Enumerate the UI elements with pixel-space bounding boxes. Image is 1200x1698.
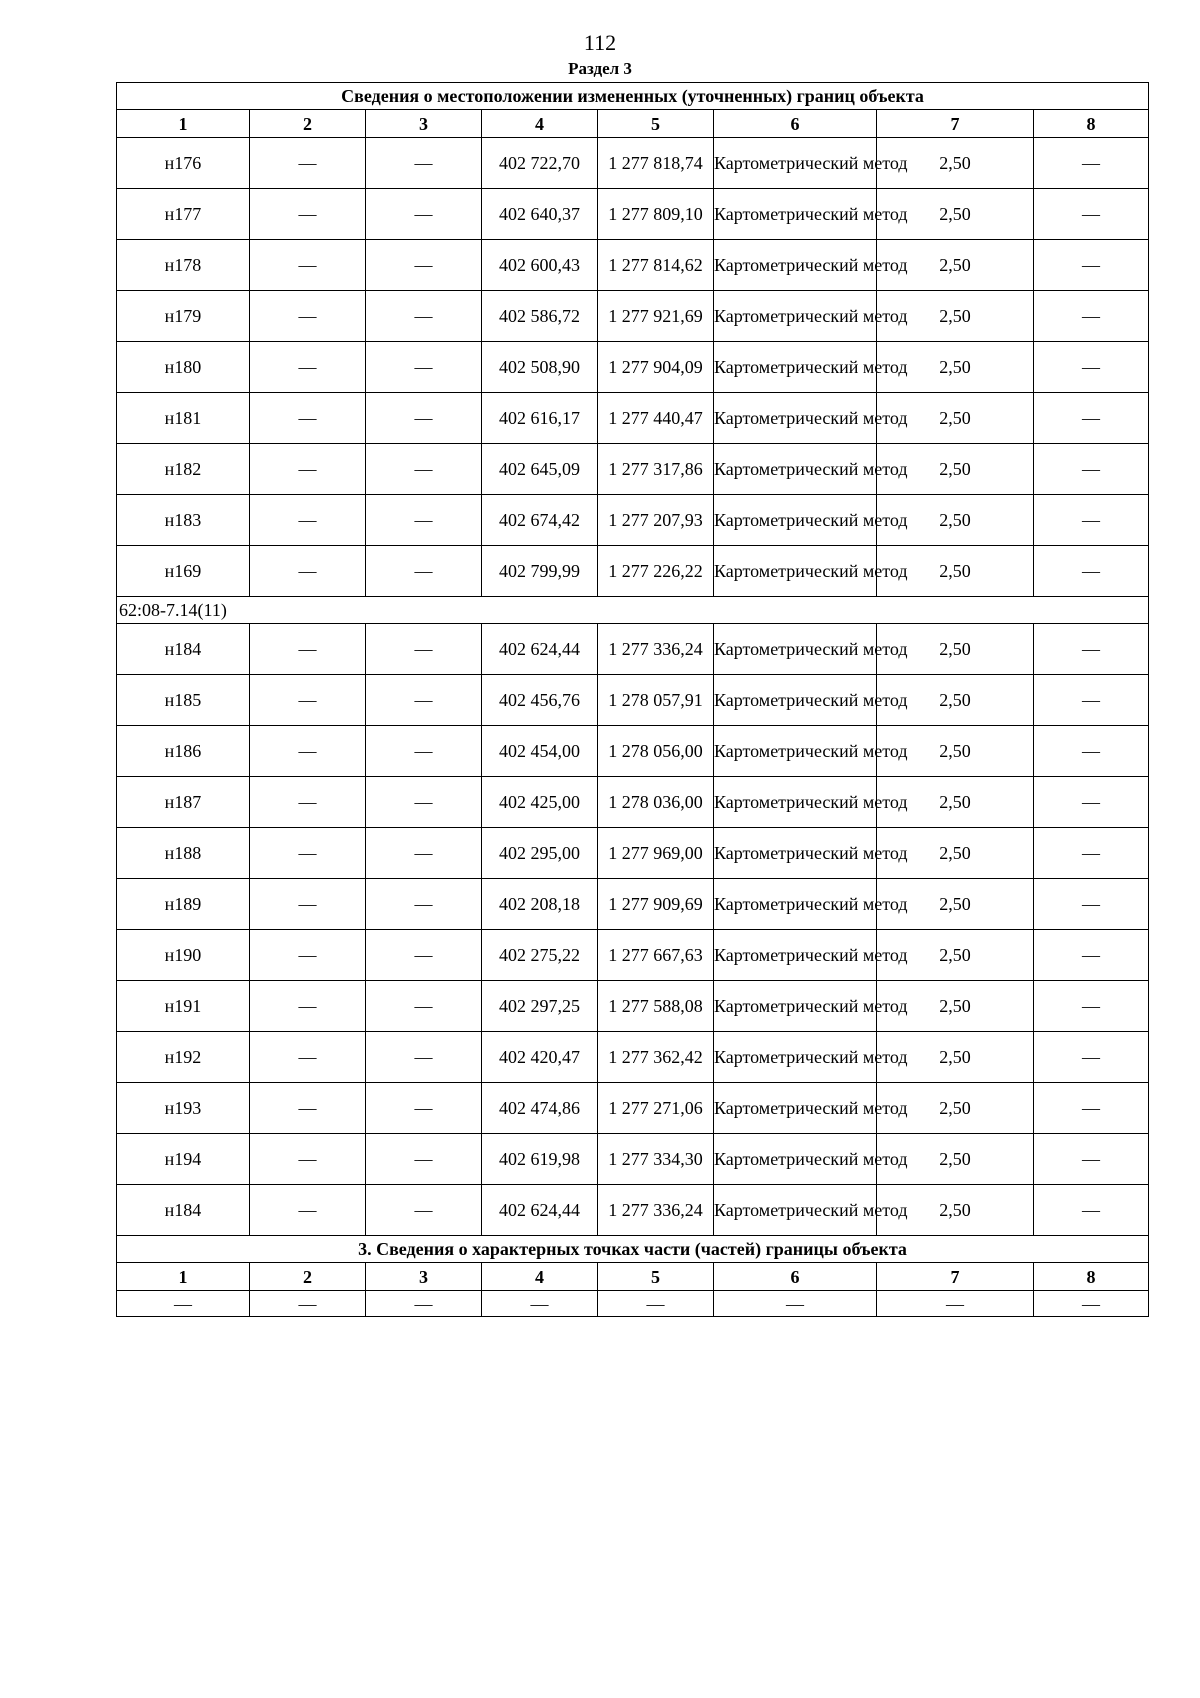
- y-coordinate-cell: 1 277 336,24: [598, 1185, 714, 1236]
- x-coordinate-cell: 402 624,44: [482, 1185, 598, 1236]
- column-number: 2: [250, 1263, 366, 1291]
- dash-cell: —: [366, 879, 482, 930]
- dash-cell: —: [250, 675, 366, 726]
- x-coordinate-cell: 402 420,47: [482, 1032, 598, 1083]
- dash-cell: —: [366, 828, 482, 879]
- x-coordinate-cell: 402 297,25: [482, 981, 598, 1032]
- dash-cell: —: [1034, 189, 1149, 240]
- table-caption-row: [117, 83, 1149, 110]
- accuracy-cell: 2,50: [877, 495, 1034, 546]
- x-coordinate-cell: 402 208,18: [482, 879, 598, 930]
- accuracy-cell: 2,50: [877, 624, 1034, 675]
- accuracy-cell: 2,50: [877, 138, 1034, 189]
- table-row: [117, 777, 1149, 828]
- dash-cell: —: [1034, 879, 1149, 930]
- table-row: [117, 726, 1149, 777]
- table-row: [117, 828, 1149, 879]
- dash-cell: —: [366, 546, 482, 597]
- column-number: 8: [1034, 110, 1149, 138]
- section-title: Раздел 3: [568, 59, 632, 78]
- point-cell: н182: [117, 444, 250, 495]
- method-cell: Картометрический метод: [714, 726, 877, 777]
- x-coordinate-cell: 402 624,44: [482, 624, 598, 675]
- table-row: [117, 189, 1149, 240]
- dash-cell: —: [366, 1185, 482, 1236]
- dash-cell: —: [366, 777, 482, 828]
- point-cell: н180: [117, 342, 250, 393]
- dash-cell: —: [1034, 1185, 1149, 1236]
- accuracy-cell: 2,50: [877, 291, 1034, 342]
- dash-cell: —: [250, 342, 366, 393]
- dash-cell: —: [250, 1134, 366, 1185]
- dash-cell: —: [366, 342, 482, 393]
- dash-cell: —: [366, 624, 482, 675]
- accuracy-cell: 2,50: [877, 777, 1034, 828]
- dash-cell: —: [1034, 726, 1149, 777]
- dash-cell: —: [250, 777, 366, 828]
- accuracy-cell: 2,50: [877, 1032, 1034, 1083]
- table-caption: Сведения о местоположении измененных (уточненных) границ объекта: [117, 83, 1149, 110]
- method-cell: Картометрический метод: [714, 1083, 877, 1134]
- dash-cell: —: [250, 624, 366, 675]
- dash-cell: —: [1034, 777, 1149, 828]
- column-number: 6: [714, 1263, 877, 1291]
- dash-cell: —: [250, 240, 366, 291]
- accuracy-cell: 2,50: [877, 1134, 1034, 1185]
- y-coordinate-cell: 1 277 334,30: [598, 1134, 714, 1185]
- empty-row: [117, 1291, 1149, 1317]
- accuracy-cell: 2,50: [877, 240, 1034, 291]
- column-number: 8: [1034, 1263, 1149, 1291]
- accuracy-cell: 2,50: [877, 675, 1034, 726]
- dash-cell: —: [250, 1185, 366, 1236]
- y-coordinate-cell: 1 277 904,09: [598, 342, 714, 393]
- x-coordinate-cell: 402 454,00: [482, 726, 598, 777]
- method-cell: Картометрический метод: [714, 1032, 877, 1083]
- dash-cell: —: [250, 291, 366, 342]
- table-row: [117, 1185, 1149, 1236]
- point-cell: н190: [117, 930, 250, 981]
- point-cell: н178: [117, 240, 250, 291]
- table-row: [117, 879, 1149, 930]
- y-coordinate-cell: 1 278 057,91: [598, 675, 714, 726]
- dash-cell: —: [366, 675, 482, 726]
- method-cell: Картометрический метод: [714, 138, 877, 189]
- dash-cell: —: [366, 189, 482, 240]
- dash-cell: —: [1034, 624, 1149, 675]
- dash-cell: —: [1034, 240, 1149, 291]
- column-number: 7: [877, 1263, 1034, 1291]
- accuracy-cell: 2,50: [877, 879, 1034, 930]
- table-row: [117, 393, 1149, 444]
- y-coordinate-cell: 1 277 809,10: [598, 189, 714, 240]
- accuracy-cell: 2,50: [877, 726, 1034, 777]
- dash-cell: —: [250, 393, 366, 444]
- accuracy-cell: 2,50: [877, 189, 1034, 240]
- x-coordinate-cell: 402 474,86: [482, 1083, 598, 1134]
- dash-cell: —: [250, 1032, 366, 1083]
- point-cell: н169: [117, 546, 250, 597]
- table2-caption-row: [117, 1236, 1149, 1263]
- point-cell: н179: [117, 291, 250, 342]
- point-cell: н185: [117, 675, 250, 726]
- accuracy-cell: 2,50: [877, 444, 1034, 495]
- dash-cell: —: [250, 444, 366, 495]
- method-cell: Картометрический метод: [714, 495, 877, 546]
- dash-cell: —: [1034, 138, 1149, 189]
- method-cell: Картометрический метод: [714, 675, 877, 726]
- table-row: [117, 675, 1149, 726]
- y-coordinate-cell: 1 277 336,24: [598, 624, 714, 675]
- dash-cell: —: [1034, 1032, 1149, 1083]
- point-cell: н177: [117, 189, 250, 240]
- point-cell: н193: [117, 1083, 250, 1134]
- dash-cell: —: [482, 1291, 598, 1317]
- y-coordinate-cell: 1 277 362,42: [598, 1032, 714, 1083]
- dash-cell: —: [250, 828, 366, 879]
- dash-cell: —: [250, 1083, 366, 1134]
- dash-cell: —: [1034, 495, 1149, 546]
- x-coordinate-cell: 402 586,72: [482, 291, 598, 342]
- method-cell: Картометрический метод: [714, 291, 877, 342]
- x-coordinate-cell: 402 275,22: [482, 930, 598, 981]
- y-coordinate-cell: 1 277 440,47: [598, 393, 714, 444]
- dash-cell: —: [598, 1291, 714, 1317]
- x-coordinate-cell: 402 799,99: [482, 546, 598, 597]
- point-cell: н191: [117, 981, 250, 1032]
- x-coordinate-cell: 402 674,42: [482, 495, 598, 546]
- dash-cell: —: [366, 1291, 482, 1317]
- method-cell: Картометрический метод: [714, 240, 877, 291]
- dash-cell: —: [117, 1291, 250, 1317]
- point-cell: н184: [117, 624, 250, 675]
- table-row: [117, 495, 1149, 546]
- point-cell: н188: [117, 828, 250, 879]
- x-coordinate-cell: 402 600,43: [482, 240, 598, 291]
- table-row: [117, 930, 1149, 981]
- table-row: [117, 291, 1149, 342]
- table-row: [117, 138, 1149, 189]
- parcel-label: 62:08-7.14(11): [117, 597, 1149, 624]
- table-row: [117, 240, 1149, 291]
- dash-cell: —: [366, 1134, 482, 1185]
- dash-cell: —: [250, 138, 366, 189]
- point-cell: н176: [117, 138, 250, 189]
- method-cell: Картометрический метод: [714, 981, 877, 1032]
- x-coordinate-cell: 402 722,70: [482, 138, 598, 189]
- table2-caption: 3. Сведения о характерных точках части (частей) границы объекта: [117, 1236, 1149, 1263]
- point-cell: н183: [117, 495, 250, 546]
- dash-cell: —: [366, 726, 482, 777]
- accuracy-cell: 2,50: [877, 1185, 1034, 1236]
- table-row: [117, 342, 1149, 393]
- point-cell: н187: [117, 777, 250, 828]
- method-cell: Картометрический метод: [714, 546, 877, 597]
- dash-cell: —: [366, 444, 482, 495]
- table-row: [117, 546, 1149, 597]
- dash-cell: —: [1034, 342, 1149, 393]
- method-cell: Картометрический метод: [714, 930, 877, 981]
- dash-cell: —: [250, 726, 366, 777]
- point-cell: н186: [117, 726, 250, 777]
- y-coordinate-cell: 1 277 271,06: [598, 1083, 714, 1134]
- column-number: 6: [714, 110, 877, 138]
- dash-cell: —: [250, 981, 366, 1032]
- column-number: 5: [598, 110, 714, 138]
- point-cell: н189: [117, 879, 250, 930]
- point-cell: н192: [117, 1032, 250, 1083]
- column-number: 2: [250, 110, 366, 138]
- dash-cell: —: [366, 138, 482, 189]
- y-coordinate-cell: 1 277 226,22: [598, 546, 714, 597]
- method-cell: Картометрический метод: [714, 342, 877, 393]
- dash-cell: —: [366, 1083, 482, 1134]
- method-cell: Картометрический метод: [714, 1134, 877, 1185]
- x-coordinate-cell: 402 295,00: [482, 828, 598, 879]
- dash-cell: —: [366, 1032, 482, 1083]
- page-number: 112: [583, 30, 617, 55]
- column-number-row: [117, 110, 1149, 138]
- dash-cell: —: [1034, 291, 1149, 342]
- y-coordinate-cell: 1 277 909,69: [598, 879, 714, 930]
- accuracy-cell: 2,50: [877, 828, 1034, 879]
- method-cell: Картометрический метод: [714, 393, 877, 444]
- dash-cell: —: [366, 393, 482, 444]
- column-number-row: [117, 1263, 1149, 1291]
- y-coordinate-cell: 1 278 036,00: [598, 777, 714, 828]
- method-cell: Картометрический метод: [714, 444, 877, 495]
- accuracy-cell: 2,50: [877, 342, 1034, 393]
- dash-cell: —: [1034, 675, 1149, 726]
- dash-cell: —: [366, 240, 482, 291]
- column-number: 1: [117, 110, 250, 138]
- x-coordinate-cell: 402 425,00: [482, 777, 598, 828]
- dash-cell: —: [250, 495, 366, 546]
- dash-cell: —: [714, 1291, 877, 1317]
- method-cell: Картометрический метод: [714, 624, 877, 675]
- y-coordinate-cell: 1 277 667,63: [598, 930, 714, 981]
- table-row: [117, 981, 1149, 1032]
- dash-cell: —: [1034, 1291, 1149, 1317]
- column-number: 1: [117, 1263, 250, 1291]
- table-row: [117, 1083, 1149, 1134]
- table-body: [117, 83, 1149, 1317]
- method-cell: Картометрический метод: [714, 879, 877, 930]
- y-coordinate-cell: 1 277 317,86: [598, 444, 714, 495]
- point-cell: н184: [117, 1185, 250, 1236]
- dash-cell: —: [1034, 981, 1149, 1032]
- dash-cell: —: [1034, 1083, 1149, 1134]
- dash-cell: —: [250, 546, 366, 597]
- method-cell: Картометрический метод: [714, 828, 877, 879]
- parcel-row: [117, 597, 1149, 624]
- point-cell: н181: [117, 393, 250, 444]
- dash-cell: —: [1034, 930, 1149, 981]
- column-number: 3: [366, 110, 482, 138]
- dash-cell: —: [250, 189, 366, 240]
- column-number: 4: [482, 1263, 598, 1291]
- x-coordinate-cell: 402 456,76: [482, 675, 598, 726]
- dash-cell: —: [250, 1291, 366, 1317]
- y-coordinate-cell: 1 277 588,08: [598, 981, 714, 1032]
- y-coordinate-cell: 1 277 818,74: [598, 138, 714, 189]
- column-number: 5: [598, 1263, 714, 1291]
- point-cell: н194: [117, 1134, 250, 1185]
- dash-cell: —: [1034, 1134, 1149, 1185]
- boundary-table: [116, 82, 1149, 1317]
- x-coordinate-cell: 402 616,17: [482, 393, 598, 444]
- table-row: [117, 444, 1149, 495]
- table-row: [117, 624, 1149, 675]
- accuracy-cell: 2,50: [877, 930, 1034, 981]
- method-cell: Картометрический метод: [714, 189, 877, 240]
- x-coordinate-cell: 402 508,90: [482, 342, 598, 393]
- column-number: 7: [877, 110, 1034, 138]
- accuracy-cell: 2,50: [877, 546, 1034, 597]
- y-coordinate-cell: 1 277 921,69: [598, 291, 714, 342]
- accuracy-cell: 2,50: [877, 1083, 1034, 1134]
- dash-cell: —: [1034, 393, 1149, 444]
- dash-cell: —: [877, 1291, 1034, 1317]
- accuracy-cell: 2,50: [877, 393, 1034, 444]
- x-coordinate-cell: 402 640,37: [482, 189, 598, 240]
- dash-cell: —: [366, 291, 482, 342]
- dash-cell: —: [1034, 546, 1149, 597]
- dash-cell: —: [366, 495, 482, 546]
- x-coordinate-cell: 402 645,09: [482, 444, 598, 495]
- method-cell: Картометрический метод: [714, 1185, 877, 1236]
- method-cell: Картометрический метод: [714, 777, 877, 828]
- column-number: 3: [366, 1263, 482, 1291]
- column-number: 4: [482, 110, 598, 138]
- y-coordinate-cell: 1 278 056,00: [598, 726, 714, 777]
- y-coordinate-cell: 1 277 969,00: [598, 828, 714, 879]
- dash-cell: —: [1034, 828, 1149, 879]
- dash-cell: —: [1034, 444, 1149, 495]
- table-row: [117, 1134, 1149, 1185]
- dash-cell: —: [250, 930, 366, 981]
- y-coordinate-cell: 1 277 814,62: [598, 240, 714, 291]
- table-row: [117, 1032, 1149, 1083]
- dash-cell: —: [366, 930, 482, 981]
- dash-cell: —: [366, 981, 482, 1032]
- dash-cell: —: [250, 879, 366, 930]
- accuracy-cell: 2,50: [877, 981, 1034, 1032]
- x-coordinate-cell: 402 619,98: [482, 1134, 598, 1185]
- y-coordinate-cell: 1 277 207,93: [598, 495, 714, 546]
